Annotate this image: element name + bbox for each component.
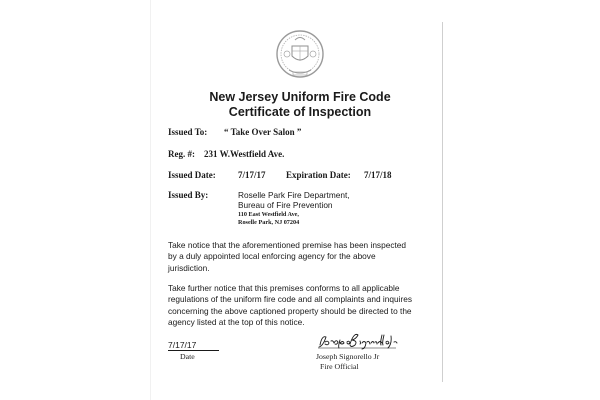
signer-name: Joseph Signorello Jr [316,352,380,361]
signer-title: Fire Official [320,362,359,371]
issuer-bureau: Bureau of Fire Prevention [238,200,333,210]
registration-label: Reg. #: [168,149,195,159]
issuer-department: Roselle Park Fire Department, [238,190,350,200]
issuer-address-street: 110 East Westfield Ave, [238,211,299,218]
date-underline [168,350,219,351]
issued-date-label: Issued Date: [168,170,216,180]
issuer-address-city: Roselle Park, NJ 07204 [238,219,300,226]
expiration-date-value: 7/17/18 [364,170,392,180]
notice-1-line: Take notice that the aforementioned premise has been inspected [168,240,406,250]
signature-date-label: Date [180,352,195,361]
issued-date-value: 7/17/17 [238,170,266,180]
page-edge-right [442,22,443,382]
notice-2-line: agency listed at the top of this notice. [168,316,305,327]
notice-2-line: regulations of the uniform fire code and all complaints and inquires [168,294,412,305]
page-edge-left [150,0,151,400]
certificate-title: New Jersey Uniform Fire Code [209,90,391,104]
notice-1-line: jurisdiction. [168,262,210,273]
registration-value: 231 W.Westfield Ave. [204,149,285,159]
issued-to-label: Issued To: [168,127,208,137]
notice-paragraph-2 [168,283,438,328]
issued-by-label: Issued By: [168,190,209,200]
notice-2-line: Take further notice that this premises conforms to all applicable [168,283,400,293]
handwritten-signature [316,331,398,351]
issued-to-value: “ Take Over Salon ” [224,127,302,137]
notice-2-line: concerning the above captioned property should be directed to the [168,305,412,316]
expiration-date-label: Expiration Date: [286,170,351,180]
notice-paragraph-1 [168,240,438,274]
signature-date-value: 7/17/17 [168,340,197,350]
notice-1-line: by a duly appointed local enforcing agency for the above [168,251,376,262]
certificate-subtitle: Certificate of Inspection [228,105,372,119]
state-seal-icon [275,28,325,84]
